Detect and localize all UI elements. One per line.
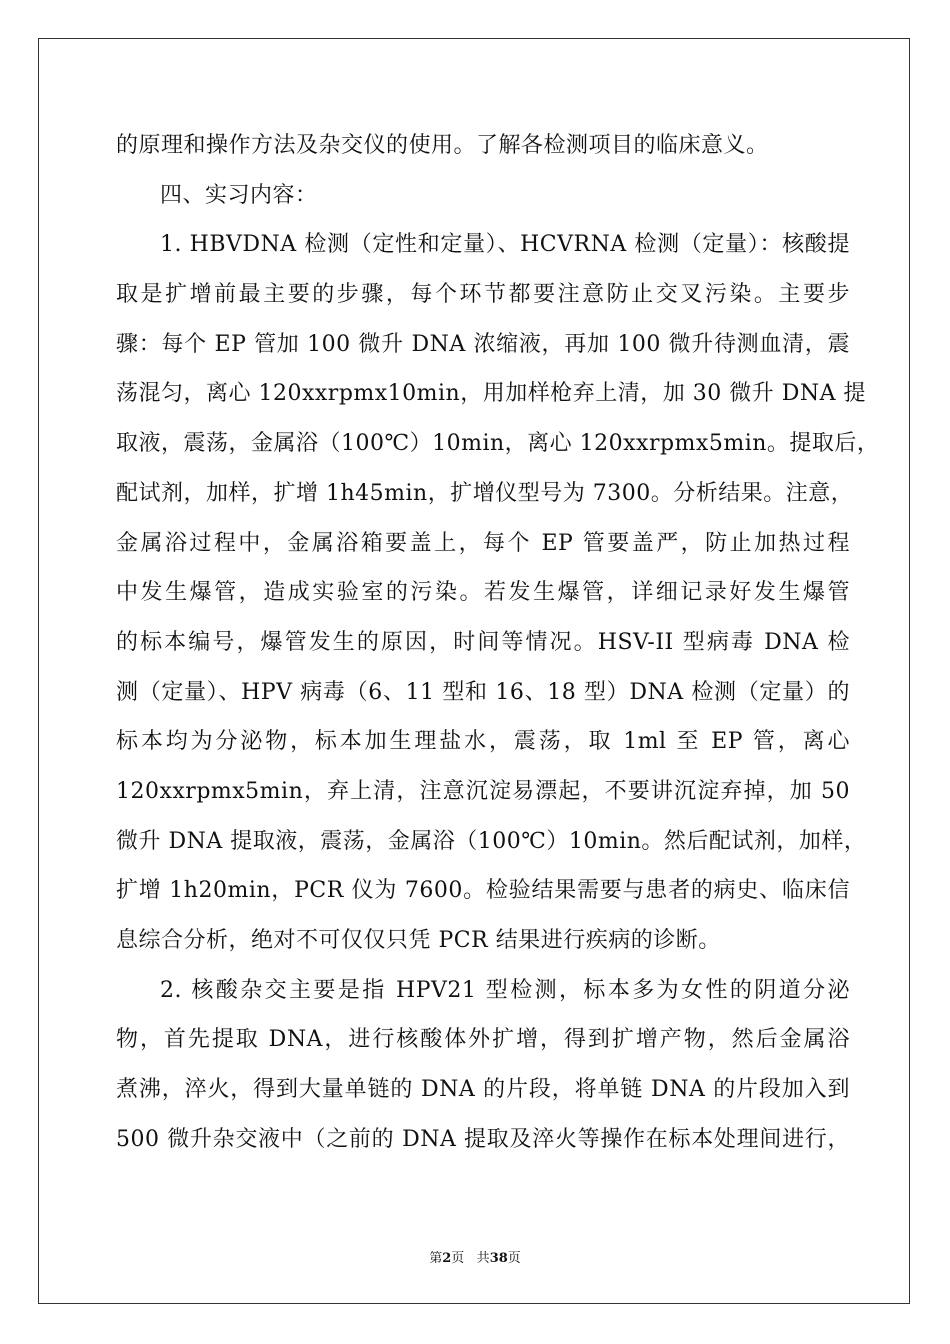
text-line: 1. HBVDNA 检测（定性和定量）、HCVRNA 检测（定量）：核酸提 [160,232,850,258]
text-line: 息综合分析，绝对不可仅仅只凭 PCR 结果进行疾病的诊断。 [116,928,721,953]
total-pages: 38 [489,1251,508,1266]
text-line: 煮沸，淬火，得到大量单链的 DNA 的片段，将单链 DNA 的片段加入到 [116,1077,850,1103]
footer-total-unit: 页 [507,1251,521,1266]
section-heading: 四、实习内容： [160,182,318,208]
text-line: 物，首先提取 DNA，进行核酸体外扩增，得到扩增产物，然后金属浴 [116,1027,850,1053]
text-line: 荡混匀，离心 120xxrpmx10min，用加样枪弃上清，加 30 微升 DNA 提 [116,381,866,407]
text-line: 中发生爆管，造成实验室的污染。若发生爆管，详细记录好发生爆管 [116,580,850,606]
text-line: 微升 DNA 提取液，震荡，金属浴（100℃）10min。然后配试剂，加样， [116,828,867,854]
footer-total-prefix: 共 [476,1251,490,1266]
text-line: 2. 核酸杂交主要是指 HPV21 型检测，标本多为女性的阴道分泌 [160,977,850,1003]
footer-page-unit: 页 [451,1251,465,1266]
text-line: 120xxrpmx5min，弃上清，注意沉淀易漂起，不要讲沉淀弃掉，加 50 [116,778,850,804]
document-body [116,121,880,1164]
page-footer [0,1247,950,1266]
text-line: 的标本编号，爆管发生的原因，时间等情况。HSV-II 型病毒 DNA 检 [116,629,850,655]
page-number: 2 [442,1251,452,1266]
text-line: 标本均为分泌物，标本加生理盐水，震荡，取 1ml 至 EP 管，离心 [116,729,850,755]
text-line: 配试剂，加样，扩增 1h45min，扩增仪型号为 7300。分析结果。注意， [116,480,854,506]
text-line: 取是扩增前最主要的步骤，每个环节都要注意防止交叉污染。主要步 [116,282,850,308]
text-line: 500 微升杂交液中（之前的 DNA 提取及淬火等操作在标本处理间进行， [116,1126,850,1152]
footer-prefix: 第 [429,1251,443,1266]
text-line: 骤：每个 EP 管加 100 微升 DNA 浓缩液，再加 100 微升待测血清，震 [116,331,850,357]
text-line: 金属浴过程中，金属浴箱要盖上，每个 EP 管要盖严，防止加热过程 [116,530,850,556]
text-line: 取液，震荡，金属浴（100℃）10min，离心 120xxrpmx5min。提取后， [116,431,880,457]
text-line: 测（定量）、HPV 病毒（6、11 型和 16、18 型）DNA 检测（定量）的 [116,679,850,705]
text-line: 的原理和操作方法及杂交仪的使用。了解各检测项目的临床意义。 [116,133,769,158]
text-line: 扩增 1h20min，PCR 仪为 7600。检验结果需要与患者的病史、临床信 [116,878,850,904]
